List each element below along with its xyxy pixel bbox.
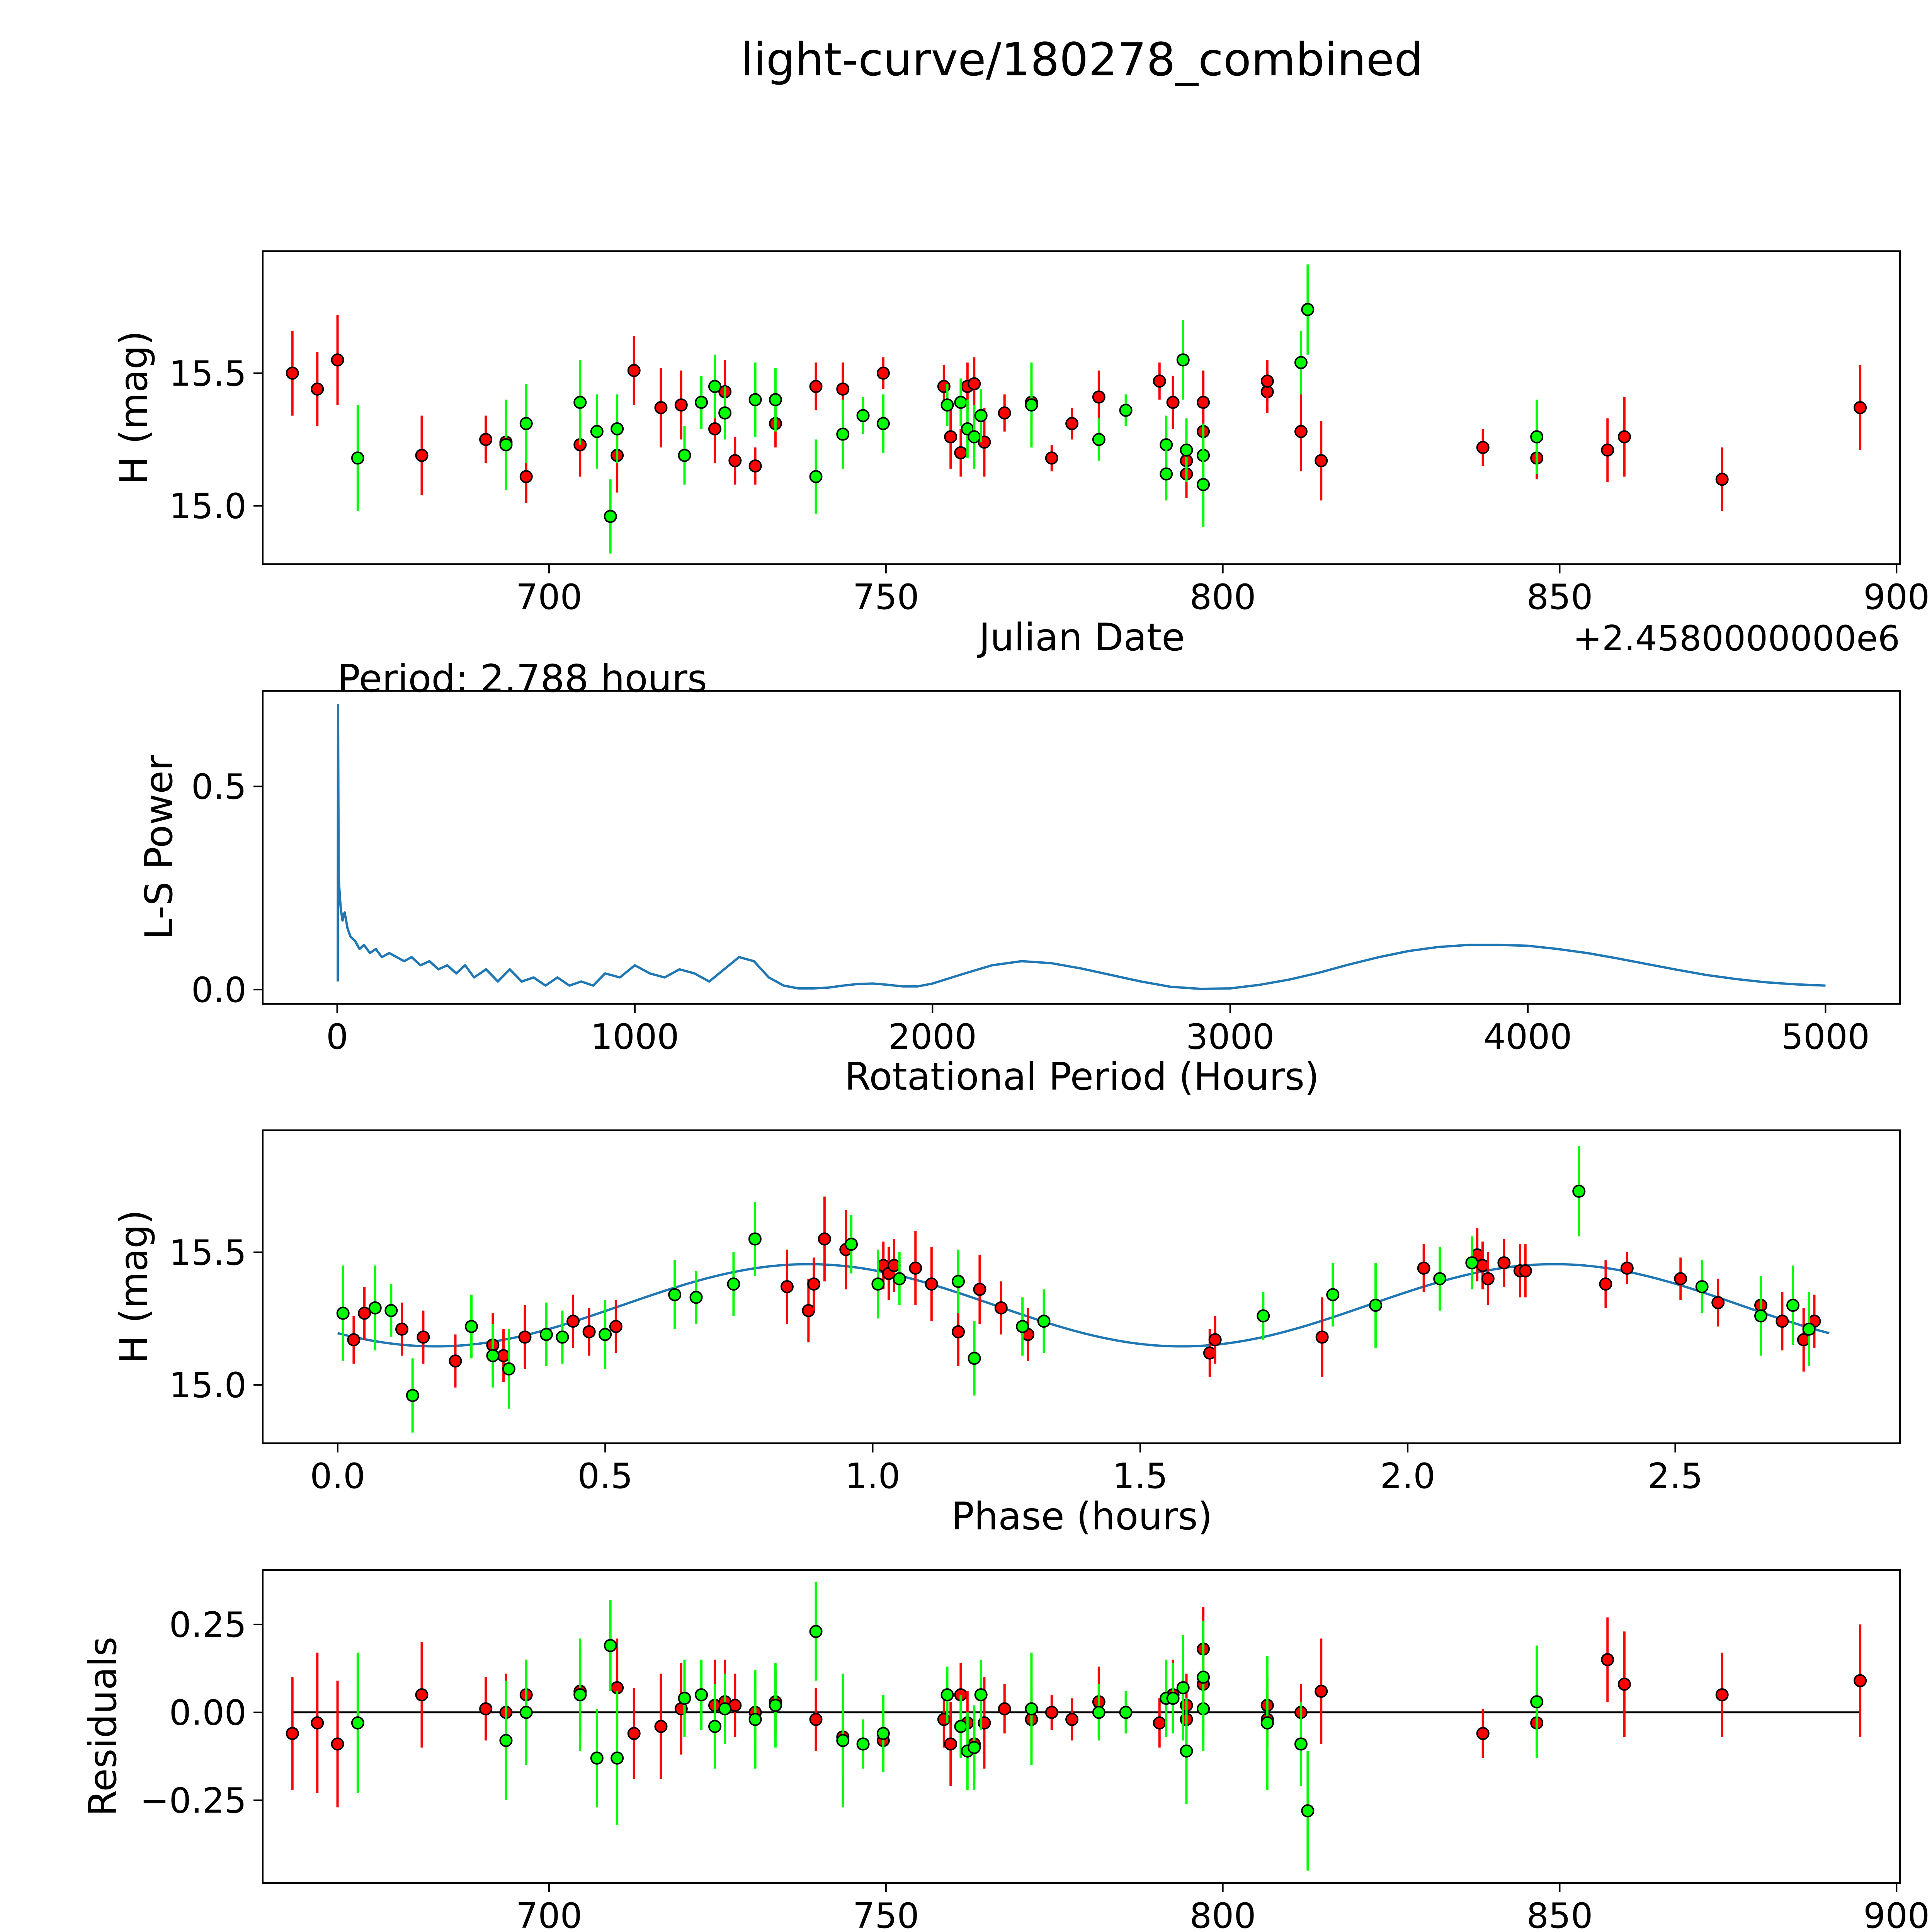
lightcurve-point <box>837 429 849 440</box>
figure-title: light-curve/180278_combined <box>741 33 1423 86</box>
residuals-point <box>1197 1672 1209 1683</box>
phased-point <box>803 1305 814 1316</box>
residuals-point <box>1046 1707 1058 1718</box>
residuals-point <box>1026 1703 1037 1714</box>
lightcurve-ylabel: H (mag) <box>112 330 156 485</box>
lightcurve-point <box>857 410 869 422</box>
lightcurve-xtick-label: 800 <box>1189 577 1256 617</box>
lightcurve-point <box>1093 391 1105 403</box>
phased-xtick-label: 1.5 <box>1112 1456 1168 1497</box>
phased-point <box>781 1281 793 1293</box>
residuals-point <box>352 1717 364 1729</box>
residuals-point <box>287 1728 298 1739</box>
periodogram-xtick-label: 3000 <box>1186 1017 1275 1057</box>
lightcurve-point <box>709 381 721 392</box>
phased-point <box>541 1329 552 1340</box>
residuals-point <box>1093 1707 1105 1718</box>
lightcurve-point <box>591 426 603 437</box>
phased-point <box>974 1284 985 1295</box>
lightcurve-point <box>968 431 980 443</box>
lightcurve-xtick-label: 850 <box>1526 577 1593 617</box>
periodogram-xlabel: Rotational Period (Hours) <box>844 1055 1320 1099</box>
lightcurve-point <box>1602 444 1613 456</box>
residuals-ylabel: Residuals <box>81 1636 125 1816</box>
phased-point <box>610 1321 622 1332</box>
phased-point <box>749 1233 761 1245</box>
lightcurve-point <box>945 431 956 443</box>
residuals-point <box>1302 1805 1313 1816</box>
residuals-point <box>679 1692 690 1704</box>
residuals-point <box>770 1699 781 1711</box>
residuals-point <box>520 1707 532 1718</box>
residuals-ytick-label: 0.00 <box>169 1692 247 1733</box>
phased-point <box>567 1315 579 1327</box>
phased-point <box>369 1302 381 1314</box>
residuals-point <box>857 1738 869 1750</box>
lightcurve-point <box>287 367 298 379</box>
lightcurve-point <box>416 450 427 461</box>
residuals-xtick-label: 900 <box>1863 1896 1930 1932</box>
phased-point <box>1434 1273 1446 1284</box>
lightcurve-point <box>311 383 323 395</box>
phased-point <box>1017 1321 1028 1332</box>
residuals-point <box>1716 1689 1728 1701</box>
phased-point <box>1316 1331 1328 1343</box>
residuals-point <box>750 1714 761 1725</box>
phased-point <box>669 1289 680 1301</box>
phased-point <box>845 1238 857 1250</box>
phased-ytick-label: 15.0 <box>169 1365 247 1406</box>
lightcurve-point <box>1120 405 1132 416</box>
phased-point <box>1370 1299 1381 1311</box>
residuals-point <box>968 1742 980 1753</box>
lightcurve-point <box>878 418 889 429</box>
residuals-point <box>1154 1717 1165 1729</box>
phased-point <box>1573 1185 1585 1197</box>
lightcurve-point <box>1177 354 1189 366</box>
residuals-ytick-label: 0.25 <box>169 1605 247 1646</box>
periodogram-xtick-label: 4000 <box>1483 1017 1572 1057</box>
periodogram-xtick-label: 0 <box>326 1017 349 1057</box>
lightcurve-point <box>1315 455 1327 466</box>
lightcurve-point <box>696 396 707 408</box>
lightcurve-point <box>1619 431 1630 443</box>
phased-point <box>690 1291 702 1303</box>
lightcurve-point <box>1160 468 1172 480</box>
phased-point <box>498 1350 509 1361</box>
phased-point <box>888 1260 900 1271</box>
lightcurve-point <box>729 455 741 466</box>
lightcurve-point <box>1531 431 1543 443</box>
period-annotation: Period: 2.788 hours <box>337 657 707 701</box>
residuals-point <box>1854 1675 1866 1687</box>
phased-point <box>348 1334 359 1345</box>
phased-xtick-label: 0.0 <box>310 1456 366 1497</box>
periodogram-ytick-label: 0.5 <box>191 767 247 808</box>
residuals-point <box>332 1738 344 1750</box>
phased-point <box>910 1262 921 1274</box>
lightcurve-point <box>942 399 953 411</box>
lightcurve-xtick-label: 900 <box>1863 577 1930 617</box>
phased-point <box>407 1389 418 1401</box>
residuals-point <box>1262 1717 1273 1729</box>
phased-ytick-label: 15.5 <box>169 1232 247 1273</box>
phased-point <box>449 1355 461 1367</box>
lightcurve-point <box>1093 434 1105 445</box>
lightcurve-point <box>719 407 731 419</box>
phased-point <box>1798 1334 1810 1345</box>
phased-xtick-label: 2.0 <box>1380 1456 1435 1497</box>
phased-point <box>359 1308 370 1319</box>
lightcurve-point <box>480 434 492 445</box>
phased-point <box>1498 1257 1510 1269</box>
residuals-ytick-label: −0.25 <box>140 1781 247 1821</box>
phased-point <box>519 1331 531 1343</box>
phased-point <box>1600 1278 1611 1290</box>
lightcurve-point <box>709 423 721 435</box>
residuals-point <box>1295 1738 1307 1750</box>
residuals-point <box>1602 1654 1613 1665</box>
phased-point <box>1712 1297 1724 1308</box>
phased-point <box>728 1278 739 1290</box>
lightcurve-point <box>352 452 364 464</box>
residuals-xtick-label: 700 <box>516 1896 582 1932</box>
residuals-point <box>628 1728 640 1739</box>
lightcurve-xtick-label: 750 <box>852 577 919 617</box>
phased-point <box>1696 1281 1708 1293</box>
lightcurve-point <box>605 510 616 522</box>
residuals-xtick-label: 750 <box>852 1896 919 1932</box>
residuals-point <box>1120 1707 1132 1718</box>
residuals-point <box>810 1626 822 1637</box>
residuals-point <box>1066 1714 1078 1725</box>
residuals-point <box>655 1721 667 1732</box>
phased-point <box>808 1278 820 1290</box>
lightcurve-point <box>500 439 512 451</box>
lightcurve-point <box>955 396 966 408</box>
lightcurve-point <box>750 394 761 405</box>
periodogram-ylabel: L-S Power <box>137 755 181 940</box>
phased-point <box>1621 1262 1633 1274</box>
lightcurve-point <box>1295 357 1307 368</box>
phased-xtick-label: 1.0 <box>845 1456 901 1497</box>
lightcurve-point <box>1026 399 1037 411</box>
phased-point <box>417 1331 429 1343</box>
lightcurve-point <box>1302 304 1313 315</box>
phased-point <box>1520 1265 1531 1277</box>
residuals-point <box>696 1689 707 1701</box>
residuals-point <box>574 1689 586 1701</box>
phased-point <box>1803 1323 1815 1335</box>
phased-point <box>1466 1257 1478 1269</box>
phased-point <box>1038 1315 1050 1327</box>
lightcurve-point <box>1046 452 1058 464</box>
lightcurve-point <box>611 423 623 435</box>
residuals-point <box>1619 1679 1630 1690</box>
phased-point <box>1787 1299 1799 1311</box>
phased-point <box>503 1363 515 1375</box>
lightcurve-point <box>999 407 1010 419</box>
residuals-xtick-label: 850 <box>1526 1896 1593 1932</box>
phased-point <box>995 1302 1007 1314</box>
lightcurve-point <box>1262 375 1273 387</box>
phased-xlabel: Phase (hours) <box>951 1495 1213 1539</box>
phased-ylabel: H (mag) <box>112 1209 156 1364</box>
lightcurve-point <box>1295 426 1307 437</box>
lightcurve-point <box>1167 396 1179 408</box>
periodogram-xtick-label: 2000 <box>888 1017 977 1057</box>
phased-point <box>1755 1310 1767 1322</box>
phased-point <box>583 1326 595 1338</box>
periodogram-xtick-label: 5000 <box>1781 1017 1870 1057</box>
phased-point <box>466 1321 477 1332</box>
phased-point <box>1418 1262 1430 1274</box>
phased-point <box>872 1278 884 1290</box>
residuals-point <box>878 1728 889 1739</box>
lightcurve-point <box>332 354 344 366</box>
residuals-point <box>1167 1692 1179 1704</box>
residuals-point <box>999 1703 1010 1714</box>
phased-point <box>1477 1260 1488 1271</box>
phased-point <box>926 1278 937 1290</box>
residuals-point <box>955 1721 966 1732</box>
phased-point <box>952 1276 964 1287</box>
phased-point <box>1482 1273 1494 1284</box>
residuals-point <box>942 1689 953 1701</box>
lightcurve-point <box>679 450 690 461</box>
phased-point <box>969 1352 980 1364</box>
lightcurve-point <box>750 460 761 472</box>
phased-point <box>337 1308 349 1319</box>
residuals-point <box>1181 1745 1192 1757</box>
lightcurve-point <box>520 418 532 429</box>
lightcurve-point <box>878 367 889 379</box>
periodogram-xtick-label: 1000 <box>590 1017 679 1057</box>
lightcurve-point <box>968 378 980 389</box>
residuals-xtick-label: 800 <box>1189 1896 1256 1932</box>
lightcurve-point <box>810 471 822 482</box>
phased-point <box>894 1273 905 1284</box>
phased-xtick-label: 2.5 <box>1647 1456 1703 1497</box>
lightcurve-point <box>1066 418 1078 429</box>
residuals-point <box>945 1738 956 1750</box>
lightcurve-point <box>1181 444 1192 456</box>
phased-point <box>1776 1315 1788 1327</box>
phased-point <box>952 1326 964 1338</box>
residuals-point <box>837 1735 849 1746</box>
lightcurve-point <box>675 399 687 411</box>
lightcurve-point <box>655 402 667 413</box>
lightcurve-xtick-label: 700 <box>516 577 582 617</box>
phased-point <box>1327 1289 1338 1301</box>
phased-point <box>487 1350 498 1361</box>
residuals-point <box>1531 1696 1543 1708</box>
residuals-point <box>709 1721 721 1732</box>
residuals-point <box>605 1640 616 1651</box>
phased-point <box>396 1323 408 1335</box>
phased-point <box>1209 1334 1221 1345</box>
lightcurve-point <box>1716 473 1728 485</box>
lightcurve-point <box>837 383 849 395</box>
phased-point <box>556 1331 568 1343</box>
phased-point <box>385 1305 397 1316</box>
phased-xtick-label: 0.5 <box>577 1456 633 1497</box>
phased-point <box>1675 1273 1686 1284</box>
residuals-point <box>975 1689 987 1701</box>
lightcurve-point <box>1197 479 1209 490</box>
lightcurve-point <box>770 394 781 405</box>
lightcurve-x-offset: +2.4580000000e6 <box>1573 618 1900 659</box>
lightcurve-xlabel: Julian Date <box>979 616 1185 660</box>
phased-point <box>1257 1310 1269 1322</box>
phased-point <box>599 1329 611 1340</box>
residuals-point <box>480 1703 492 1714</box>
lightcurve-point <box>520 471 532 482</box>
residuals-point <box>1477 1728 1489 1739</box>
residuals-point <box>311 1717 323 1729</box>
residuals-point <box>1177 1682 1189 1694</box>
residuals-point <box>591 1752 603 1764</box>
residuals-point <box>416 1689 427 1701</box>
lightcurve-point <box>1477 442 1489 453</box>
lightcurve-point <box>975 410 987 422</box>
residuals-point <box>810 1714 822 1725</box>
phased-point <box>1204 1347 1216 1359</box>
lightcurve-point <box>810 381 822 392</box>
residuals-point <box>1315 1685 1327 1697</box>
residuals-point <box>719 1703 731 1714</box>
periodogram-ytick-label: 0.0 <box>191 970 247 1011</box>
lightcurve-point <box>574 396 586 408</box>
lightcurve-ytick-label: 15.5 <box>169 353 247 394</box>
lightcurve-point <box>1154 375 1165 387</box>
residuals-point <box>500 1735 512 1746</box>
residuals-point <box>611 1752 623 1764</box>
lightcurve-point <box>1197 396 1209 408</box>
lightcurve-point <box>955 447 966 459</box>
lightcurve-ytick-label: 15.0 <box>169 486 247 527</box>
phased-point <box>819 1233 830 1245</box>
lightcurve-point <box>628 365 640 376</box>
lightcurve-point <box>1854 402 1866 413</box>
